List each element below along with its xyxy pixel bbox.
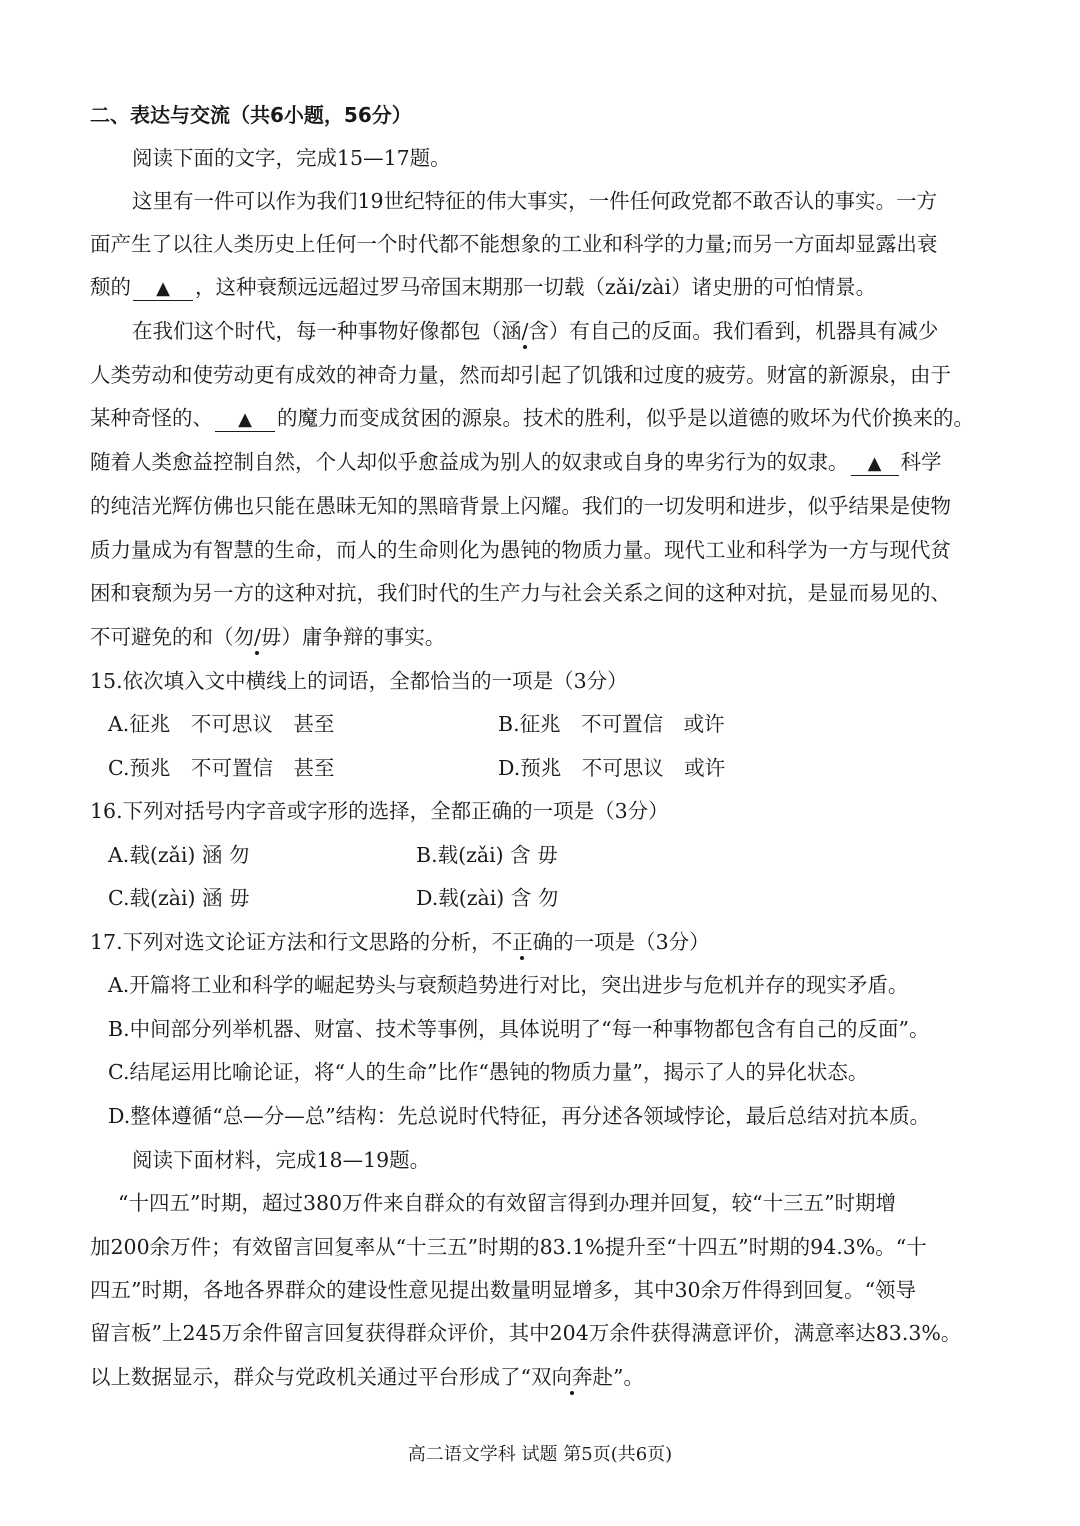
- fill-blank-2: [215, 407, 275, 432]
- text-fragment: ）庸争辩的事实。: [281, 625, 446, 649]
- question-16-option-b: B.载(zǎi) 含 毋: [416, 843, 558, 867]
- passage1-line: [132, 316, 994, 346]
- passage1-line: [90, 622, 994, 652]
- question-17-option-d: D.整体遵循“总—分—总”结构：先总说时代特征，再分述各领域悖论，最后总结对抗本质。: [108, 1104, 931, 1128]
- passage1-line: [90, 272, 994, 302]
- question-15-option-d: D.预兆 不可思议 或许: [498, 756, 726, 780]
- fill-blank-3: [851, 451, 899, 476]
- question-17-option-a: A.开篇将工业和科学的崛起势头与衰颓趋势进行对比，突出进步与危机并存的现实矛盾。: [108, 973, 909, 997]
- dotted-text: 双向奔赴: [530, 1365, 613, 1389]
- dotted-text: 涵/含: [501, 319, 549, 343]
- text-fragment: 的一项是（3分）: [553, 930, 710, 954]
- question-17-option-b: B.中间部分列举机器、财富、技术等事例，具体说明了“每一种事物都包含有自己的反面”。: [108, 1017, 930, 1041]
- passage1-intro: 阅读下面的文字，完成15—17题。: [132, 146, 451, 170]
- dotted-text: 不正确: [491, 930, 554, 954]
- triangle-icon: ▲: [156, 278, 170, 299]
- question-15-option-c: C.预兆 不可置信 甚至: [108, 756, 335, 780]
- passage1-line: [90, 447, 994, 477]
- question-15-option-b: B.征兆 不可置信 或许: [498, 712, 725, 736]
- text-fragment: 在我们这个时代，每一种事物好像都包（: [132, 319, 501, 343]
- passage2-line: “十四五”时期，超过380万件来自群众的有效留言得到办理并回复，较“十三五”时期增: [118, 1191, 897, 1215]
- fill-blank-1: [133, 276, 193, 301]
- text-fragment: 颓的: [90, 275, 131, 299]
- question-15-option-a: A.征兆 不可思议 甚至: [108, 712, 335, 736]
- passage2-line: 留言板”上245万余件留言回复获得群众评价，其中204万余件获得满意评价，满意率达83.3%。: [90, 1321, 962, 1345]
- text-fragment: 的魔力而变成贫困的源泉。技术的胜利，似乎是以道德的败坏为代价换来的。: [277, 406, 974, 430]
- passage1-line: 面产生了以往人类历史上任何一个时代都不能想象的工业和科学的力量;而另一方面却显露出衰: [90, 232, 938, 256]
- question-17-stem: [90, 927, 994, 957]
- question-16-stem: 16.下列对括号内字音或字形的选择，全都正确的一项是（3分）: [90, 799, 669, 823]
- page-footer: 高二语文学科 试题 第5页(共6页): [407, 1444, 673, 1465]
- passage2-line: 四五”时期，各地各界群众的建设性意见提出数量明显增多，其中30余万件得到回复。“领导: [90, 1278, 917, 1302]
- passage1-line: 人类劳动和使劳动更有成效的神奇力量，然而却引起了饥饿和过度的疲劳。财富的新源泉，由于: [90, 363, 951, 387]
- text-fragment: 17.下列对选文论证方法和行文思路的分析，: [90, 930, 492, 954]
- text-fragment: 随着人类愈益控制自然，个人却似乎愈益成为别人的奴隶或自身的卑劣行为的奴隶。: [90, 450, 849, 474]
- text-fragment: 不可避免的和（: [90, 625, 234, 649]
- question-15-stem: 15.依次填入文中横线上的词语，全都恰当的一项是（3分）: [90, 669, 628, 693]
- text-fragment: ）有自己的反面。我们看到，机器具有减少: [548, 319, 939, 343]
- section-heading: 二、表达与交流（共6小题，56分）: [90, 103, 412, 127]
- triangle-icon: ▲: [238, 409, 252, 430]
- question-16-option-c: C.载(zài) 涵 毋: [108, 886, 250, 910]
- passage1-line: [90, 403, 994, 433]
- question-16-option-a: A.载(zǎi) 涵 勿: [108, 843, 250, 867]
- text-fragment: 某种奇怪的、: [90, 406, 213, 430]
- passage1-line: 这里有一件可以作为我们19世纪特征的伟大事实，一件任何政党都不敢否认的事实。一方: [132, 189, 938, 213]
- passage2-line: [90, 1362, 994, 1392]
- passage2-intro: 阅读下面材料，完成18—19题。: [132, 1148, 431, 1172]
- text-fragment: 科学: [900, 450, 942, 474]
- triangle-icon: ▲: [867, 453, 882, 474]
- passage1-line: 困和衰颓为另一方的这种对抗，我们时代的生产力与社会关系之间的这种对抗，是显而易见的、: [90, 581, 951, 605]
- text-fragment: ，这种衰颓远远超过罗马帝国末期那一切载（zǎi/zài）诸史册的可怕情景。: [195, 275, 877, 299]
- text-fragment: ”。: [612, 1365, 644, 1389]
- passage2-line: 加200余万件；有效留言回复率从“十三五”时期的83.1%提升至“十四五”时期的94.3%。“十: [90, 1235, 927, 1259]
- passage1-line: 质力量成为有智慧的生命，而人的生命则化为愚钝的物质力量。现代工业和科学为一方与现代贫: [90, 538, 951, 562]
- passage1-line: 的纯洁光辉仿佛也只能在愚昧无知的黑暗背景上闪耀。我们的一切发明和进步，似乎结果是使物: [90, 494, 951, 518]
- question-16-option-d: D.载(zài) 含 勿: [416, 886, 559, 910]
- text-fragment: 以上数据显示，群众与党政机关通过平台形成了“: [90, 1365, 531, 1389]
- dotted-text: 勿/毋: [233, 625, 282, 649]
- question-17-option-c: C.结尾运用比喻论证，将“人的生命”比作“愚钝的物质力量”，揭示了人的异化状态。: [108, 1060, 869, 1084]
